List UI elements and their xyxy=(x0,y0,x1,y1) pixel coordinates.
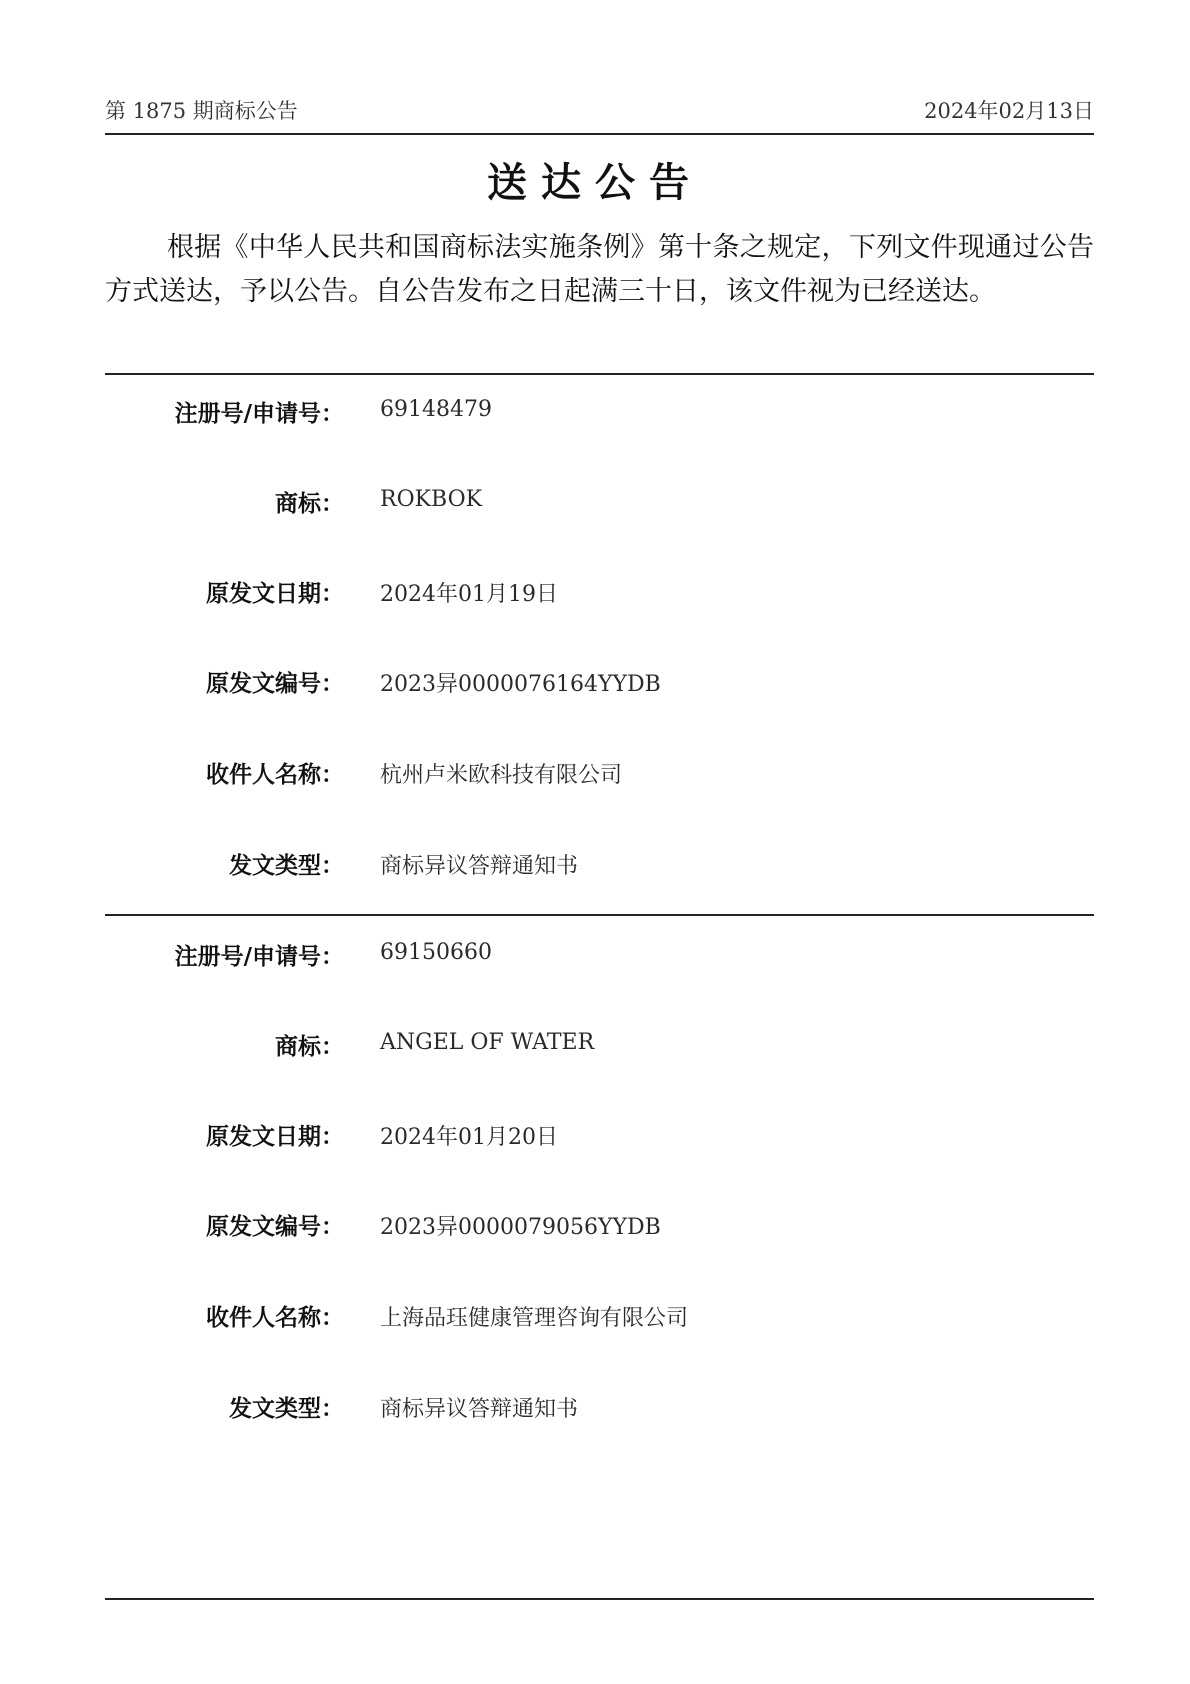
recipient-value: 杭州卢米欧科技有限公司 xyxy=(380,763,623,788)
doc-type-label: 发文类型： xyxy=(229,1396,344,1422)
original-date-row xyxy=(0,575,1190,615)
original-date-label: 原发文日期： xyxy=(206,1124,344,1150)
issue-date: 2024年02月13日 xyxy=(924,99,1094,123)
page-title: 送达公告 xyxy=(487,160,703,206)
recipient-value: 上海品珏健康管理咨询有限公司 xyxy=(380,1306,689,1331)
original-no-value: 2023异0000076164YYDB xyxy=(380,672,661,697)
doc-type-row xyxy=(0,847,1190,887)
original-date-label: 原发文日期： xyxy=(206,581,344,607)
trademark-row xyxy=(0,485,1190,525)
original-no-label: 原发文编号： xyxy=(206,671,344,697)
reg-no-value: 69150660 xyxy=(380,940,492,965)
original-no-label: 原发文编号： xyxy=(206,1214,344,1240)
page-header xyxy=(105,92,1094,128)
trademark-label: 商标： xyxy=(275,491,344,517)
recipient-row xyxy=(0,756,1190,796)
original-no-row xyxy=(0,665,1190,705)
original-date-row xyxy=(0,1118,1190,1158)
trademark-value: ANGEL OF WATER xyxy=(380,1030,595,1055)
trademark-value: ROKBOK xyxy=(380,487,483,512)
original-date-value: 2024年01月19日 xyxy=(380,582,558,607)
reg-no-label: 注册号/申请号： xyxy=(174,401,344,427)
record-divider xyxy=(105,373,1094,375)
original-date-value: 2024年01月20日 xyxy=(380,1125,558,1150)
reg-no-row xyxy=(0,938,1190,978)
recipient-label: 收件人名称： xyxy=(206,762,344,788)
original-no-value: 2023异0000079056YYDB xyxy=(380,1215,661,1240)
doc-type-value: 商标异议答辩通知书 xyxy=(380,1397,579,1422)
footer-divider xyxy=(105,1598,1094,1600)
recipient-row xyxy=(0,1299,1190,1339)
reg-no-label: 注册号/申请号： xyxy=(174,944,344,970)
reg-no-row xyxy=(0,395,1190,435)
intro-paragraph: 根据《中华人民共和国商标法实施条例》第十条之规定，下列文件现通过公告方式送达，予以公告。自公告发布之日起满三十日，该文件视为已经送达。 xyxy=(105,232,1094,307)
doc-type-label: 发文类型： xyxy=(229,853,344,879)
recipient-label: 收件人名称： xyxy=(206,1305,344,1331)
reg-no-value: 69148479 xyxy=(380,397,492,422)
doc-type-row xyxy=(0,1390,1190,1430)
trademark-label: 商标： xyxy=(275,1034,344,1060)
doc-type-value: 商标异议答辩通知书 xyxy=(380,854,579,879)
original-no-row xyxy=(0,1208,1190,1248)
trademark-row xyxy=(0,1028,1190,1068)
issue-number: 第 1875 期商标公告 xyxy=(105,99,298,123)
header-divider xyxy=(105,133,1094,135)
record-divider xyxy=(105,914,1094,916)
